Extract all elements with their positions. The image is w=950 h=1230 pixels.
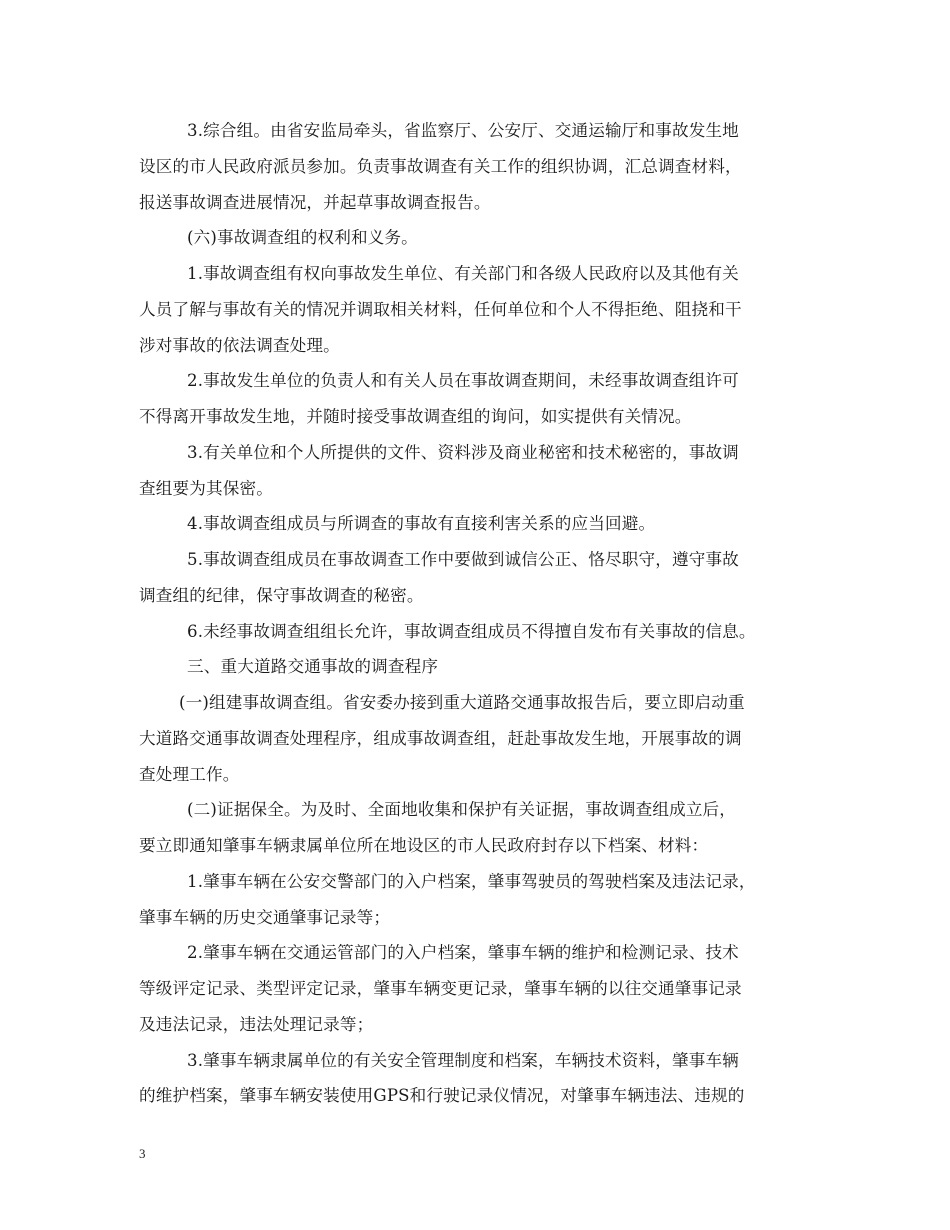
paragraph-line: 3.有关单位和个人所提供的文件、资料涉及商业秘密和技术秘密的，事故调: [187, 442, 739, 462]
paragraph-line: 的维护档案，肇事车辆安装使用GPS和行驶记录仪情况，对肇事车辆违法、违规的: [139, 1086, 745, 1106]
paragraph-line: 2.事故发生单位的负责人和有关人员在事故调查期间，未经事故调查组许可: [187, 371, 739, 391]
paragraph-line: 报送事故调查进展情况，并起草事故调查报告。: [139, 192, 491, 212]
paragraph-line: 及违法记录，违法处理记录等；: [139, 1014, 374, 1034]
paragraph-line: 设区的市人民政府派员参加。负责事故调查有关工作的组织协调，汇总调查材料，: [139, 156, 742, 176]
paragraph-line: 等级评定记录、类型评定记录，肇事车辆变更记录，肇事车辆的以往交通肇事记录: [139, 979, 742, 998]
paragraph-line: 2.肇事车辆在交通运管部门的入户档案，肇事车辆的维护和检测记录、技术: [187, 943, 739, 963]
page-number: 3: [139, 1146, 146, 1161]
paragraph-line: 大道路交通事故调查处理程序，组成事故调查组，赶赴事故发生地，开展事故的调: [139, 728, 742, 748]
paragraph-line: 1.肇事车辆在公安交警部门的入户档案，肇事驾驶员的驾驶档案及违法记录，: [187, 871, 756, 891]
paragraph-line: 肇事车辆的历史交通肇事记录等；: [139, 907, 391, 927]
paragraph-line: 调查组的纪律，保守事故调查的秘密。: [139, 585, 424, 605]
paragraph-line: 查处理工作。: [139, 764, 240, 784]
document-body: [139, 113, 815, 1114]
paragraph-line: 要立即通知肇事车辆隶属单位所在地设区的市人民政府封存以下档案、材料：: [139, 836, 709, 855]
paragraph-line: 5.事故调查组成员在事故调查工作中要做到诚信公正、恪尽职守，遵守事故: [187, 550, 739, 569]
paragraph-line: 涉对事故的依法调查处理。: [139, 335, 340, 355]
paragraph-line: 查组要为其保密。: [139, 478, 273, 498]
paragraph-line: 1.事故调查组有权向事故发生单位、有关部门和各级人民政府以及其他有关: [187, 264, 739, 283]
paragraph-line: 人员了解与事故有关的情况并调取相关材料，任何单位和个人不得拒绝、阻挠和干: [139, 299, 742, 319]
paragraph-line: 3.综合组。由省安监局牵头，省监察厅、公安厅、交通运输厅和事故发生地: [187, 121, 739, 140]
section-heading: 三、重大道路交通事故的调查程序: [187, 657, 439, 677]
paragraph-line: 6.未经事故调查组组长允许，事故调查组成员不得擅自发布有关事故的信息。: [187, 621, 756, 641]
paragraph-line: (二)证据保全。为及时、全面地收集和保护有关证据，事故调查组成立后，: [187, 800, 737, 820]
paragraph-line: 不得离开事故发生地，并随时接受事故调查组的询问，如实提供有关情况。: [139, 407, 692, 426]
paragraph-line: 3.肇事车辆隶属单位的有关安全管理制度和档案，车辆技术资料，肇事车辆: [187, 1050, 739, 1070]
paragraph-line: (一)组建事故调查组。省安委办接到重大道路交通事故报告后，要立即启动重: [179, 693, 745, 712]
section-heading: (六)事故调查组的权利和义务。: [187, 228, 418, 248]
paragraph-line: 4.事故调查组成员与所调查的事故有直接利害关系的应当回避。: [187, 514, 656, 534]
